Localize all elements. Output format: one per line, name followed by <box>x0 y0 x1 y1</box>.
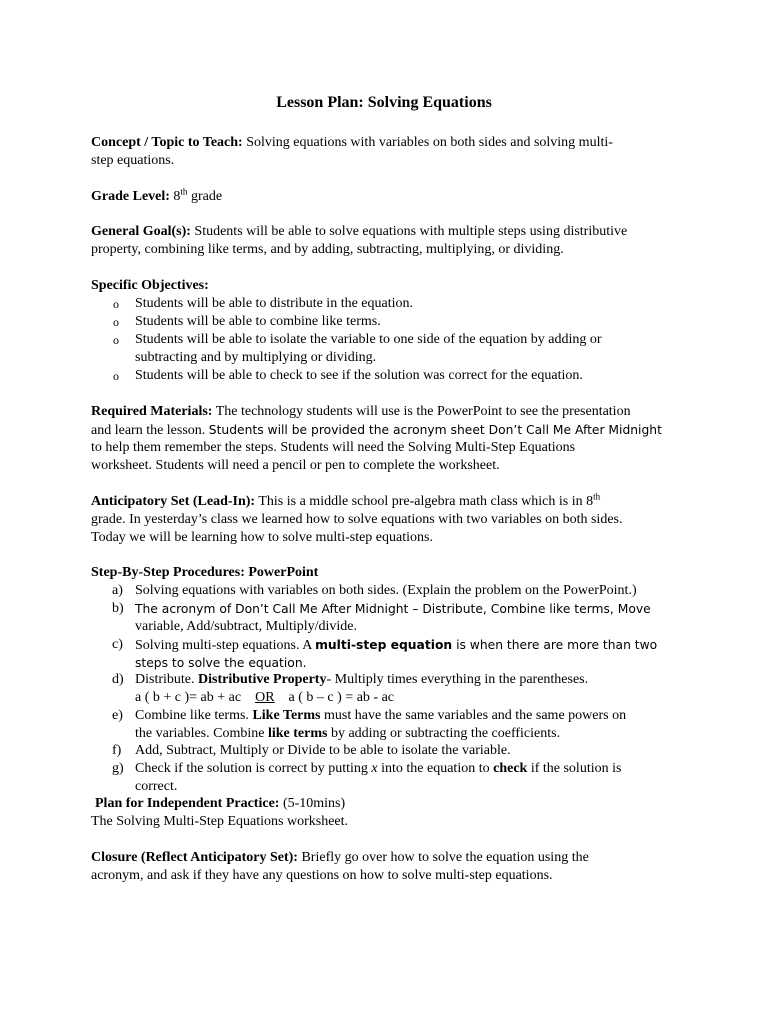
anticipatory-line-1 <box>91 493 600 511</box>
grade-suffix: grade <box>190 189 223 204</box>
materials-line-2 <box>91 421 662 440</box>
anticipatory-line-3: Today we will be learning how to solve multi-step equations. <box>91 530 433 545</box>
objective-item: Students will be able to combine like terms. <box>135 314 381 329</box>
step-marker: a) <box>112 583 123 598</box>
step-b-line-1: The acronym of Don’t Call Me After Midnight – Distribute, Combine like terms, Move <box>135 602 651 616</box>
step-e-text: by adding or subtracting the coefficients. <box>327 726 561 741</box>
objective-item: Students will be able to isolate the variable to one side of the equation by adding or <box>135 332 602 347</box>
goal-line-2: property, combining like terms, and by adding, subtracting, multiplying, or dividing. <box>91 242 564 257</box>
step-marker: f) <box>112 743 122 758</box>
materials-line-4: worksheet. Students will need a pencil or pen to complete the worksheet. <box>91 458 500 473</box>
goal-text: Students will be able to solve equations with multiple steps using distributive <box>194 224 628 239</box>
step-marker: e) <box>112 708 123 723</box>
anticipatory-label: Anticipatory Set (Lead-In): <box>91 494 256 509</box>
step-c-text-sans: is when there are more than two <box>452 638 658 652</box>
step-c-line-1 <box>135 636 657 655</box>
concept-text: Solving equations with variables on both sides and solving multi- <box>246 135 613 150</box>
concept-line-2: step equations. <box>91 153 175 168</box>
step-g-text: if the solution is <box>527 761 622 776</box>
step-g-bold: check <box>493 761 528 776</box>
step-g-text: into the equation to <box>377 761 494 776</box>
step-d-bold: Distributive Property <box>198 672 327 687</box>
step-marker: b) <box>112 601 124 616</box>
concept-line-1 <box>91 134 613 152</box>
step-g-text: Check if the solution is correct by putting <box>135 761 372 776</box>
step-f: Add, Subtract, Multiply or Divide to be able to isolate the variable. <box>135 743 511 758</box>
formula-left: a ( b + c )= ab + ac <box>135 690 242 705</box>
page-title: Lesson Plan: Solving Equations <box>276 94 492 111</box>
step-g-var: x <box>371 761 378 776</box>
materials-text: and learn the lesson. <box>91 423 206 438</box>
closure-label: Closure (Reflect Anticipatory Set): <box>91 850 298 865</box>
objective-bullet: o <box>113 333 119 347</box>
goal-line-1 <box>91 223 627 241</box>
goal-label: General Goal(s): <box>91 224 191 239</box>
step-d-text: - Multiply times everything in the parentheses. <box>326 672 589 687</box>
objectives-label: Specific Objectives: <box>91 278 209 293</box>
step-g-line-2: correct. <box>135 779 178 794</box>
procedures-label: Step-By-Step Procedures: PowerPoint <box>91 565 319 580</box>
closure-line-1 <box>91 849 589 867</box>
materials-label: Required Materials: <box>91 404 213 419</box>
grade-label: Grade Level: <box>91 189 170 204</box>
objective-item-continued: subtracting and by multiplying or dividing. <box>135 350 377 365</box>
materials-text: The technology students will use is the PowerPoint to see the presentation <box>215 404 631 419</box>
step-g-line-1 <box>135 760 621 778</box>
grade-level <box>91 188 222 206</box>
objective-bullet: o <box>113 297 119 311</box>
materials-line-1 <box>91 403 631 421</box>
objective-bullet: o <box>113 315 119 329</box>
step-c-text: Solving multi-step equations. A <box>135 638 316 653</box>
formula-or: OR <box>255 690 275 705</box>
step-e-line-1 <box>135 707 626 725</box>
step-d-formula <box>135 689 394 707</box>
step-e-text: Combine like terms. <box>135 708 253 723</box>
step-d-line-1 <box>135 671 588 689</box>
step-a: Solving equations with variables on both sides. (Explain the problem on the PowerPoint.) <box>135 583 637 598</box>
grade-sup: th <box>180 186 188 197</box>
practice-value: (5-10mins) <box>282 796 346 811</box>
step-marker: g) <box>112 761 124 776</box>
anticipatory-text: This is a middle school pre-algebra math class which is in 8 <box>258 494 594 509</box>
materials-line-3: to help them remember the steps. Students will need the Solving Multi-Step Equations <box>91 440 576 455</box>
step-marker: d) <box>112 672 124 687</box>
materials-sans-text: Students will be provided the acronym sheet Don’t Call Me After Midnight <box>208 423 662 437</box>
formula-right: a ( b – c ) = ab - ac <box>288 690 394 705</box>
anticipatory-line-2: grade. In yesterday’s class we learned how to solve equations with two variables on both sides. <box>91 512 623 527</box>
closure-text: Briefly go over how to solve the equation using the <box>301 850 589 865</box>
step-b-line-2: variable, Add/subtract, Multiply/divide. <box>135 619 358 634</box>
step-e-line-2 <box>135 725 560 743</box>
objective-item: Students will be able to distribute in the equation. <box>135 296 414 311</box>
step-c-line-2: steps to solve the equation. <box>135 656 307 670</box>
step-marker: c) <box>112 637 123 652</box>
step-e-bold: Like Terms <box>252 708 321 723</box>
objective-item: Students will be able to check to see if the solution was correct for the equation. <box>135 368 583 383</box>
step-e-bold: like terms <box>267 726 328 741</box>
practice-label: Plan for Independent Practice: <box>95 796 280 811</box>
closure-line-2: acronym, and ask if they have any questions on how to solve multi-step equations. <box>91 868 553 883</box>
step-e-text: the variables. Combine <box>135 726 268 741</box>
objective-bullet: o <box>113 369 119 383</box>
step-e-text: must have the same variables and the same powers on <box>320 708 627 723</box>
practice-line-1 <box>95 795 345 813</box>
practice-line-2: The Solving Multi-Step Equations worksheet. <box>91 814 349 829</box>
step-c-bold: multi-step equation <box>315 638 453 652</box>
step-d-text: Distribute. <box>135 672 198 687</box>
concept-label: Concept / Topic to Teach: <box>91 135 243 150</box>
anticipatory-sup: th <box>593 491 601 502</box>
grade-number: 8 <box>173 189 181 204</box>
